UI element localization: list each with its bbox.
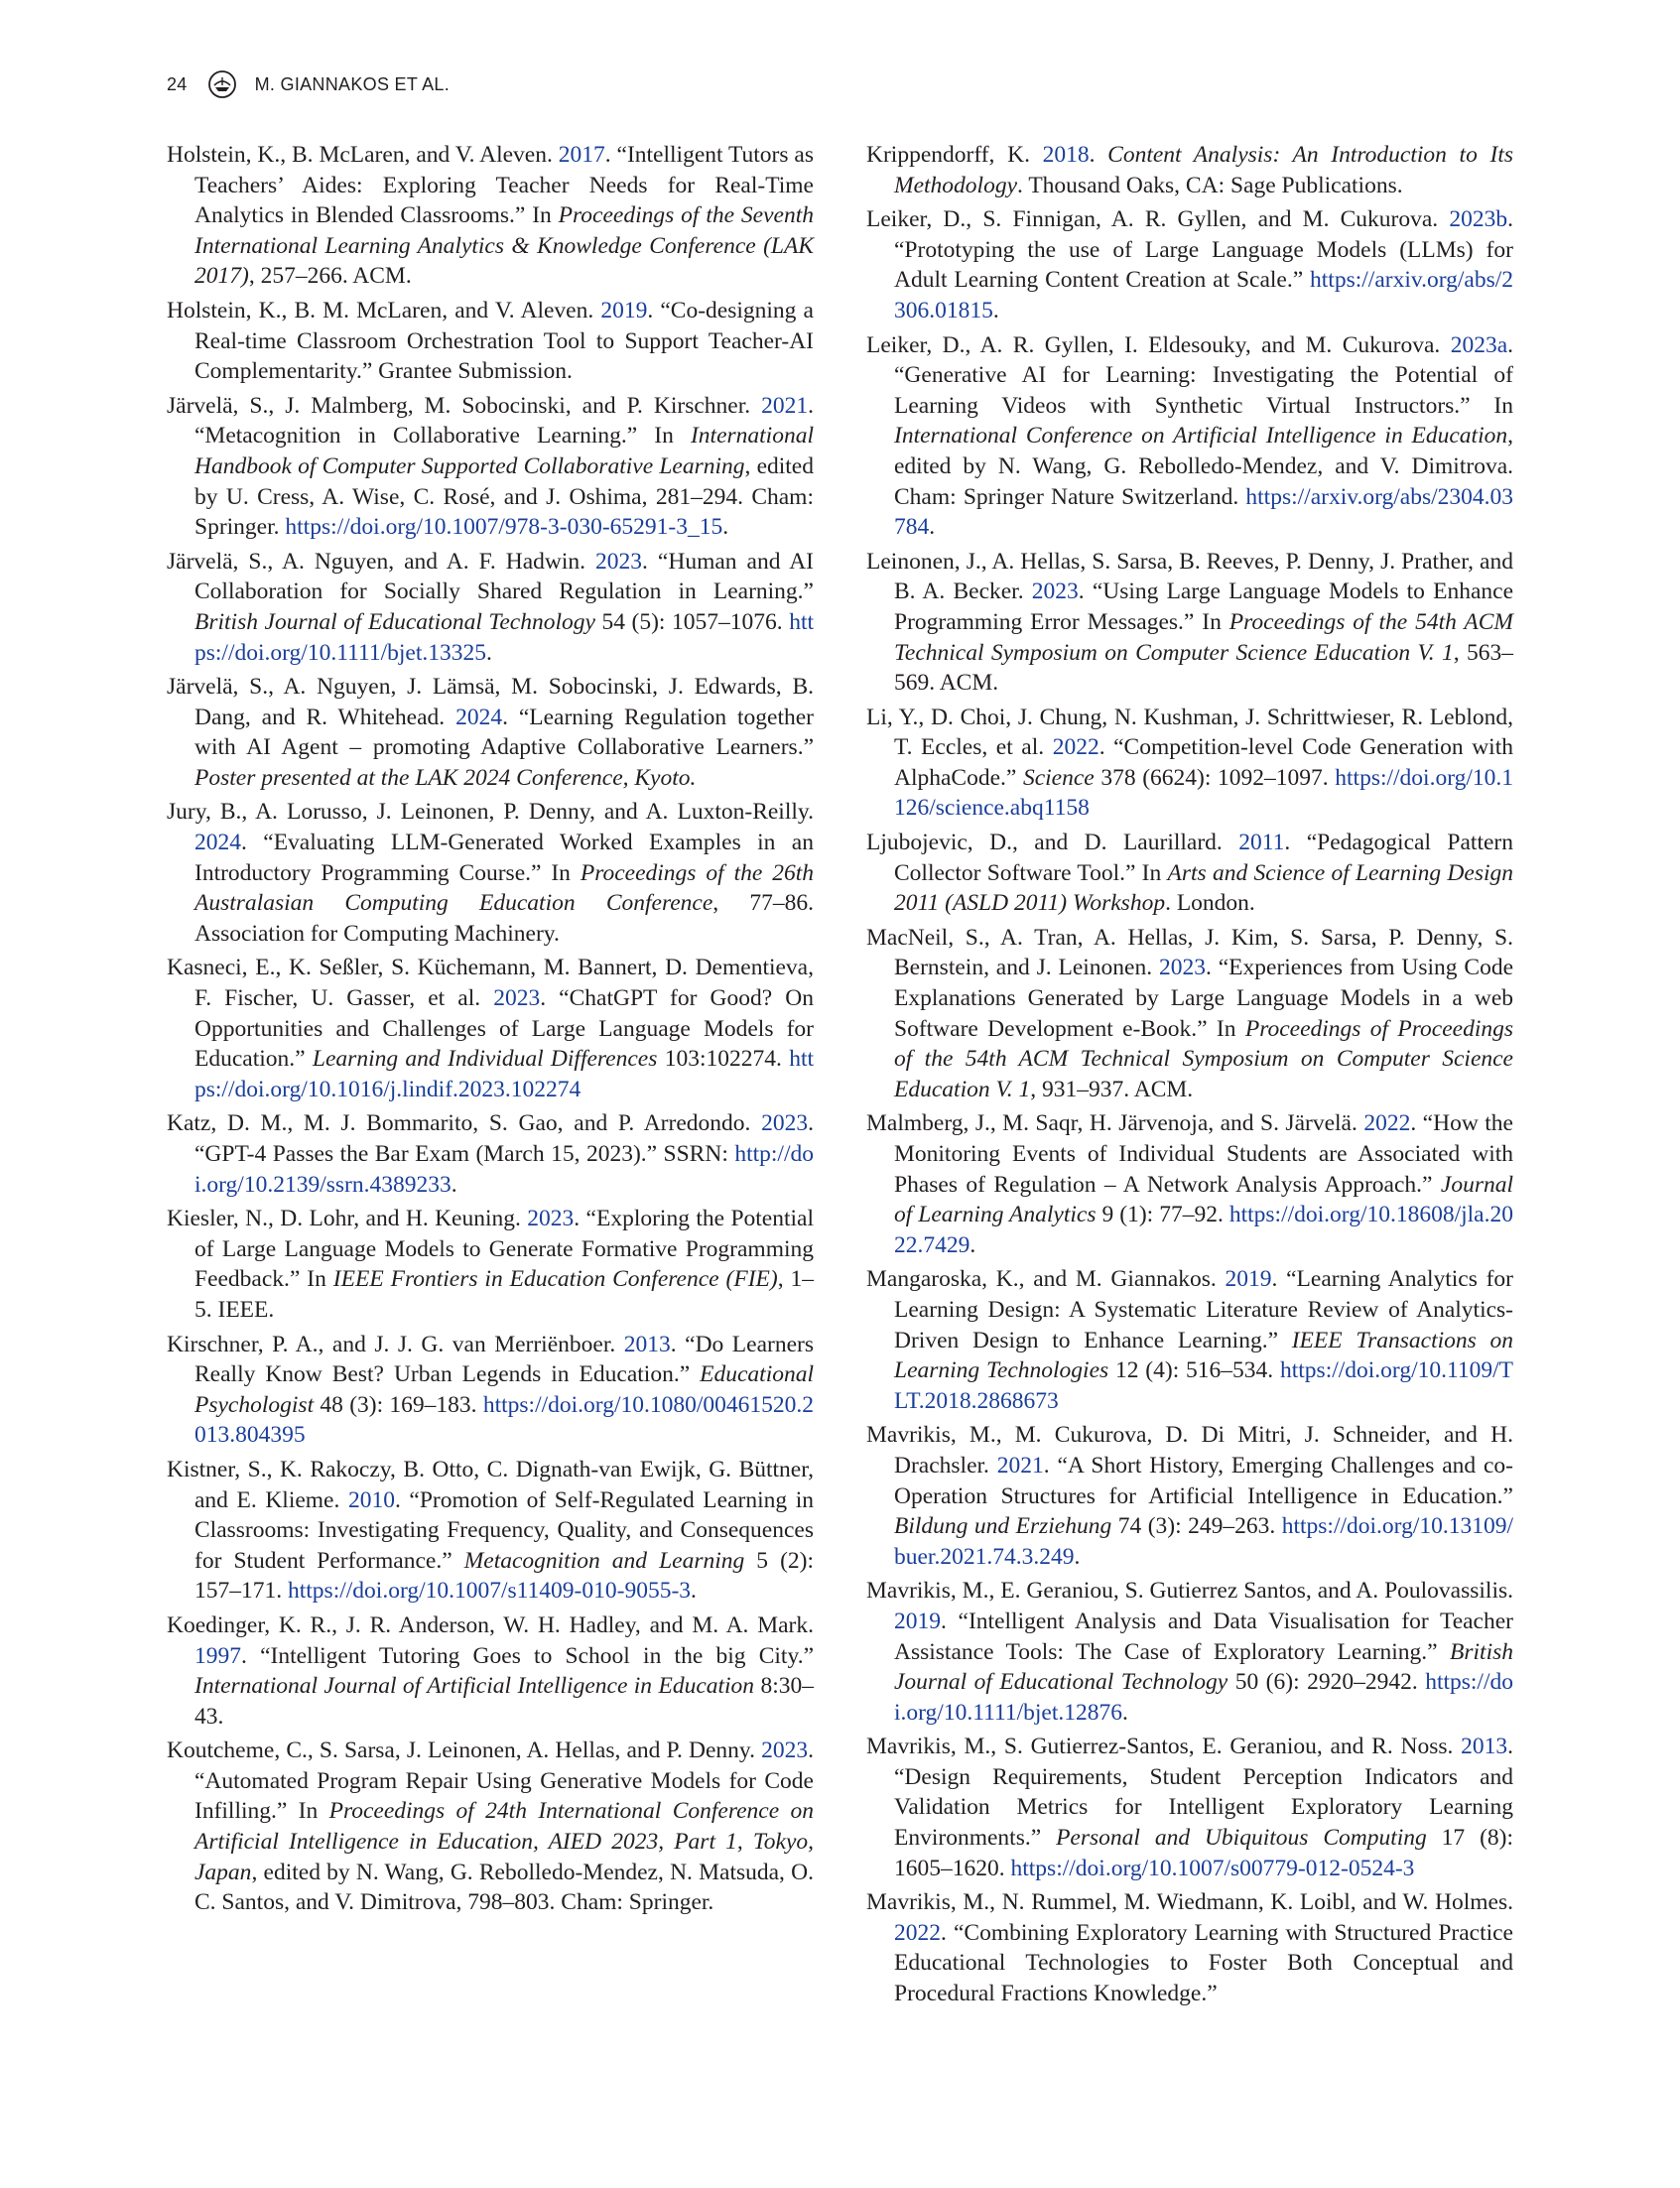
reference-entry bbox=[167, 797, 814, 949]
reference-tail: . bbox=[1122, 1699, 1128, 1726]
reference-year-link[interactable]: 2023 bbox=[761, 1738, 809, 1764]
reference-title: . bbox=[1089, 142, 1108, 168]
reference-details: 8:30–43. bbox=[194, 1673, 814, 1730]
reference-source: Metacognition and Learning bbox=[463, 1547, 745, 1574]
reference-source: International Journal of Artificial Intelligence in Education bbox=[194, 1673, 755, 1700]
reference-title: . “Experiences from Using Code Explanations Generated by Large Language Models in a web Software Development e-Book.” In bbox=[894, 955, 1514, 1042]
reference-authors: Li, Y., D. Choi, J. Chung, N. Kushman, J. Schrittwieser, R. Leblond, T. Eccles, et al. bbox=[866, 704, 1513, 761]
reference-authors: Leinonen, J., A. Hellas, S. Sarsa, B. Reeves, P. Denny, J. Prather, and B. A. Becker. bbox=[866, 548, 1513, 605]
reference-entry bbox=[167, 1204, 814, 1325]
reference-title: . “Metacognition in Collaborative Learning.” In bbox=[194, 392, 814, 450]
reference-title: . “Generative AI for Learning: Investigating the Potential of Learning Videos with Synthetic Virtual Instructors.” In bbox=[894, 331, 1513, 419]
reference-entry bbox=[167, 1108, 814, 1200]
reference-title: . “A Short History, Emerging Challenges and co-Operation Structures for Artificial Intelligence in Education.” bbox=[894, 1452, 1513, 1509]
reference-year-link[interactable]: 2024 bbox=[455, 704, 503, 730]
page-number: 24 bbox=[167, 73, 188, 94]
reference-authors: Ljubojevic, D., and D. Laurillard. bbox=[866, 830, 1239, 856]
reference-source: Bildung und Erziehung bbox=[894, 1513, 1112, 1540]
reference-authors: Jury, B., A. Lorusso, J. Leinonen, P. Denny, and A. Luxton-Reilly. bbox=[167, 799, 814, 826]
reference-year-link[interactable]: 2023a bbox=[1450, 331, 1508, 358]
reference-year-link[interactable]: 2013 bbox=[1461, 1734, 1508, 1760]
reference-details: , 563–569. ACM. bbox=[894, 639, 1514, 697]
reference-year-link[interactable]: 2023 bbox=[761, 1110, 809, 1137]
reference-authors: Malmberg, J., M. Saqr, H. Järvenoja, and S. Järvelä. bbox=[866, 1110, 1364, 1137]
reference-details: . London. bbox=[1165, 890, 1255, 917]
reference-doi-link[interactable]: https://doi.org/10.18608/jla.2022.7429 bbox=[894, 1202, 1513, 1258]
reference-details: 17 (8): 1605–1620. bbox=[894, 1825, 1514, 1881]
reference-entry bbox=[866, 330, 1513, 543]
reference-authors: Kiesler, N., D. Lohr, and H. Keuning. bbox=[167, 1206, 528, 1232]
reference-year-link[interactable]: 2017 bbox=[558, 142, 605, 168]
reference-year-link[interactable]: 2013 bbox=[623, 1331, 671, 1357]
reference-year-link[interactable]: 2019 bbox=[600, 297, 648, 323]
reference-entry bbox=[167, 953, 814, 1104]
reference-authors: Kistner, S., K. Rakoczy, B. Otto, C. Dignath-van Ewijk, G. Büttner, and E. Klieme. bbox=[167, 1456, 814, 1513]
reference-title: . “Design Requirements, Student Perception Indicators and Validation Metrics for Intelligent Exploratory Learning Environments.” bbox=[894, 1734, 1513, 1852]
reference-source: British Journal of Educational Technology bbox=[194, 608, 595, 635]
reference-source: International Handbook of Computer Supported Collaborative Learning bbox=[194, 423, 814, 479]
reference-source: Personal and Ubiquitous Computing bbox=[1056, 1825, 1427, 1852]
reference-title: . “Co-designing a Real-time Classroom Orchestration Tool to Support Teacher-AI Complementarity.” Grantee Submission. bbox=[194, 297, 814, 385]
reference-entry bbox=[167, 1736, 814, 1918]
reference-tail: . bbox=[485, 639, 492, 666]
reference-title: . “Prototyping the use of Large Language Models (LLMs) for Adult Learning Content Creation at Scale.” bbox=[894, 206, 1513, 294]
reference-entry bbox=[866, 1732, 1513, 1883]
reference-details: 74 (3): 249–263. bbox=[1111, 1513, 1282, 1540]
reference-source: Proceedings of the 54th ACM Technical Symposium on Computer Science Education V. 1 bbox=[894, 608, 1513, 666]
reference-year-link[interactable]: 2024 bbox=[194, 830, 241, 856]
reference-title: . “Human and AI Collaboration for Socially Shared Regulation in Learning.” bbox=[194, 548, 814, 605]
reference-year-link[interactable]: 2023 bbox=[493, 985, 541, 1012]
reference-year-link[interactable]: 2021 bbox=[761, 392, 809, 419]
reference-authors: Katz, D. M., M. J. Bommarito, S. Gao, and P. Arredondo. bbox=[167, 1110, 762, 1137]
reference-source: British Journal of Educational Technology bbox=[894, 1638, 1513, 1696]
reference-authors: Koutcheme, C., S. Sarsa, J. Leinonen, A. Hellas, and P. Denny. bbox=[167, 1738, 762, 1764]
reference-authors: Holstein, K., B. McLaren, and V. Aleven. bbox=[167, 142, 559, 168]
reference-authors: Mavrikis, M., N. Rummel, M. Wiedmann, K. Loibl, and W. Holmes. bbox=[866, 1889, 1513, 1916]
reference-title: . “Automated Program Repair Using Generative Models for Code Infilling.” In bbox=[194, 1738, 814, 1825]
reference-title: . “Promotion of Self-Regulated Learning in Classrooms: Investigating Frequency, Quality, and Consequences for Student Performance.” bbox=[194, 1486, 814, 1574]
reference-details: 5 (2): 157–171. bbox=[194, 1547, 815, 1605]
reference-year-link[interactable]: 2010 bbox=[347, 1486, 395, 1513]
reference-year-link[interactable]: 2019 bbox=[1225, 1266, 1272, 1293]
reference-entry bbox=[866, 140, 1513, 200]
reference-year-link[interactable]: 2011 bbox=[1238, 830, 1285, 856]
reference-entry bbox=[167, 1330, 814, 1451]
reference-entry bbox=[167, 547, 814, 668]
reference-title: . “Intelligent Tutoring Goes to School in the big City.” bbox=[241, 1642, 814, 1669]
reference-year-link[interactable]: 2018 bbox=[1042, 142, 1090, 168]
reference-source: Proceedings of the 26th Australasian Computing Education Conference bbox=[194, 859, 814, 917]
reference-details: , edited by N. Wang, G. Rebolledo-Mendez, and V. Dimitrova. Cham: Springer Nature Switzerland. bbox=[894, 423, 1513, 510]
reference-authors: Kirschner, P. A., and J. J. G. van Merriënboer. bbox=[167, 1331, 624, 1357]
reference-authors: Järvelä, S., A. Nguyen, J. Lämsä, M. Sobocinski, J. Edwards, B. Dang, and R. Whitehead. bbox=[167, 674, 814, 730]
reference-authors: Järvelä, S., A. Nguyen, and A. F. Hadwin. bbox=[167, 548, 596, 575]
reference-entry bbox=[866, 1887, 1513, 2008]
reference-authors: Mavrikis, M., E. Geraniou, S. Gutierrez Santos, and A. Poulovassilis. bbox=[866, 1578, 1513, 1605]
reference-details: , edited by N. Wang, G. Rebolledo-Mendez, N. Matsuda, O. C. Santos, and V. Dimitrova, 798–803. Cham: Springer. bbox=[194, 1859, 814, 1916]
reference-title: . “Pedagogical Pattern Collector Software Tool.” In bbox=[894, 830, 1513, 886]
reference-year-link[interactable]: 2023 bbox=[595, 548, 643, 575]
reference-title: . “Exploring the Potential of Large Language Models to Generate Formative Programming Feedback.” In bbox=[194, 1206, 814, 1293]
reference-year-link[interactable]: 2023 bbox=[1031, 579, 1079, 605]
reference-source: Content Analysis: An Introduction to Its Methodology bbox=[894, 142, 1513, 198]
reference-source: Educational Psychologist bbox=[194, 1361, 814, 1418]
reference-title: . “Intelligent Tutors as Teachers’ Aides: Exploring Teacher Needs for Real-Time Analytics in Blended Classrooms.” In bbox=[194, 142, 814, 229]
reference-authors: Leiker, D., S. Finnigan, A. R. Gyllen, and M. Cukurova. bbox=[866, 206, 1450, 233]
reference-title: . “Using Large Language Models to Enhance Programming Error Messages.” In bbox=[894, 579, 1513, 635]
reference-title: . “Competition-level Code Generation with AlphaCode.” bbox=[894, 734, 1513, 791]
reference-authors: Koedinger, K. R., J. R. Anderson, W. H. Hadley, and M. A. Mark. bbox=[167, 1611, 814, 1638]
reference-column-left bbox=[167, 140, 814, 1922]
reference-authors: Krippendorff, K. bbox=[866, 142, 1043, 168]
reference-tail: . bbox=[969, 1231, 976, 1258]
reference-authors: Holstein, K., B. M. McLaren, and V. Aleven. bbox=[167, 297, 601, 323]
reference-year-link[interactable]: 2023 bbox=[1158, 955, 1206, 981]
reference-entry bbox=[866, 828, 1513, 919]
reference-authors: MacNeil, S., A. Tran, A. Hellas, J. Kim, S. Sarsa, P. Denny, S. Bernstein, and J. Leinonen. bbox=[866, 924, 1513, 981]
reference-doi-link[interactable]: https://doi.org/10.1016/j.lindif.2023.102274 bbox=[194, 1046, 814, 1102]
reference-entry bbox=[866, 547, 1513, 699]
running-head-authors: M. GIANNAKOS ET AL. bbox=[254, 73, 451, 94]
reference-year-link[interactable]: 2019 bbox=[894, 1608, 941, 1634]
reference-source: Learning and Individual Differences bbox=[312, 1046, 658, 1073]
reference-details: , 257–266. ACM. bbox=[248, 263, 412, 290]
reference-doi-link[interactable]: http://doi.org/10.2139/ssrn.4389233 bbox=[194, 1141, 814, 1198]
reference-tail: . bbox=[992, 297, 999, 323]
reference-tail: . bbox=[1074, 1543, 1081, 1570]
reference-title: . “ChatGPT for Good? On Opportunities and Challenges of Large Language Models for Education.” bbox=[194, 985, 814, 1073]
reference-tail: . bbox=[451, 1171, 457, 1198]
reference-source: Science bbox=[1022, 764, 1095, 791]
reference-entry bbox=[866, 204, 1513, 325]
reference-year-link[interactable]: 2021 bbox=[996, 1452, 1044, 1479]
reference-title: . “Combining Exploratory Learning with Structured Practice Educational Technologies to Foster Both Conceptual and Procedural Fractions Knowledge.” bbox=[894, 1919, 1513, 2007]
reference-authors: Kasneci, E., K. Seßler, S. Küchemann, M. Bannert, D. Dementieva, F. Fischer, U. Gasser, et al. bbox=[167, 955, 814, 1012]
reference-details: 12 (4): 516–534. bbox=[1108, 1357, 1280, 1384]
reference-doi-link[interactable]: https://doi.org/10.1080/00461520.2013.804395 bbox=[194, 1391, 814, 1449]
reference-doi-link[interactable]: https://arxiv.org/abs/2306.01815 bbox=[894, 267, 1513, 323]
reference-column-right bbox=[866, 140, 1513, 2013]
reference-title: . “Learning Analytics for Learning Design: A Systematic Literature Review of Analytics-Driven Design to Enhance Learning.” bbox=[894, 1266, 1513, 1353]
reference-authors: Järvelä, S., J. Malmberg, M. Sobocinski, and P. Kirschner. bbox=[167, 392, 762, 419]
reference-title: . “How the Monitoring Events of Individual Students are Associated with Phases of Regulation – A Network Analysis Approach.” bbox=[894, 1110, 1513, 1198]
reference-year-link[interactable]: 2023b bbox=[1449, 206, 1508, 233]
reference-details: , edited by U. Cress, A. Wise, C. Rosé, and J. Oshima, 281–294. Cham: Springer. bbox=[194, 452, 814, 541]
reference-source: Proceedings of 24th International Conference on Artificial Intelligence in Education, AIED 2023, Part 1, Tokyo, Japan bbox=[194, 1798, 814, 1885]
reference-details: 48 (3): 169–183. bbox=[314, 1391, 483, 1418]
reference-doi-link[interactable]: https://doi.org/10.1111/bjet.13325 bbox=[194, 608, 814, 666]
reference-entry bbox=[866, 703, 1513, 824]
reference-title: . “Evaluating LLM-Generated Worked Examples in an Introductory Programming Course.” In bbox=[194, 830, 814, 886]
reference-details: 103:102274. bbox=[657, 1046, 790, 1073]
reference-details: 378 (6624): 1092–1097. bbox=[1094, 764, 1336, 791]
reference-title: . “GPT-4 Passes the Bar Exam (March 15, 2023).” SSRN: bbox=[194, 1110, 814, 1167]
reference-doi-link[interactable]: https://doi.org/10.1007/s00779-012-0524-3 bbox=[1010, 1855, 1415, 1881]
reference-details: . Thousand Oaks, CA: Sage Publications. bbox=[1017, 172, 1403, 198]
reference-year-link[interactable]: 2022 bbox=[1052, 734, 1099, 761]
reference-entry bbox=[866, 1576, 1513, 1728]
reference-entry bbox=[167, 296, 814, 387]
reference-authors: Mavrikis, M., M. Cukurova, D. Di Mitri, J. Schneider, and H. Drachsler. bbox=[866, 1422, 1513, 1479]
publisher-logo-icon bbox=[207, 69, 237, 99]
reference-year-link[interactable]: 2022 bbox=[894, 1919, 941, 1946]
reference-source: Proceedings of the Seventh International Learning Analytics & Knowledge Conference (LAK 2017) bbox=[194, 202, 814, 290]
reference-source: Journal of Learning Analytics bbox=[894, 1171, 1513, 1228]
reference-details: 50 (6): 2920–2942. bbox=[1228, 1669, 1426, 1696]
reference-details: , 1–5. IEEE. bbox=[194, 1266, 814, 1323]
reference-year-link[interactable]: 2022 bbox=[1363, 1110, 1411, 1137]
reference-doi-link[interactable]: https://doi.org/10.1126/science.abq1158 bbox=[894, 764, 1514, 822]
reference-tail: . bbox=[929, 514, 936, 541]
reference-source: IEEE Frontiers in Education Conference (FIE) bbox=[332, 1266, 778, 1293]
reference-details: , 931–937. ACM. bbox=[1030, 1076, 1194, 1102]
reference-source: Proceedings of Proceedings of the 54th ACM Technical Symposium on Computer Science Education V. 1 bbox=[894, 1015, 1514, 1102]
reference-title: . “Learning Regulation together with AI Agent – promoting Adaptive Collaborative Learners.” bbox=[194, 704, 814, 761]
reference-entry bbox=[167, 391, 814, 543]
reference-details: 54 (5): 1057–1076. bbox=[594, 608, 790, 635]
reference-entry bbox=[866, 1264, 1513, 1416]
reference-doi-link[interactable]: https://arxiv.org/abs/2304.03784 bbox=[894, 483, 1513, 541]
reference-entry bbox=[866, 923, 1513, 1105]
reference-source: IEEE Transactions on Learning Technologies bbox=[894, 1327, 1513, 1384]
reference-entry bbox=[167, 1455, 814, 1607]
reference-entry bbox=[167, 140, 814, 292]
reference-authors: Leiker, D., A. R. Gyllen, I. Eldesouky, and M. Cukurova. bbox=[866, 331, 1451, 358]
reference-source: Arts and Science of Learning Design 2011 (ASLD 2011) Workshop bbox=[894, 859, 1513, 917]
reference-authors: Mavrikis, M., S. Gutierrez-Santos, E. Geraniou, and R. Noss. bbox=[866, 1734, 1462, 1760]
reference-details: 9 (1): 77–92. bbox=[1096, 1202, 1229, 1228]
reference-doi-link[interactable]: https://doi.org/10.1111/bjet.12876 bbox=[894, 1669, 1513, 1726]
reference-authors: Mangaroska, K., and M. Giannakos. bbox=[866, 1266, 1226, 1293]
reference-doi-link[interactable]: https://doi.org/10.1109/TLT.2018.2868673 bbox=[894, 1357, 1513, 1414]
reference-entry bbox=[167, 672, 814, 793]
reference-doi-link[interactable]: https://doi.org/10.1007/s11409-010-9055-3 bbox=[288, 1578, 692, 1605]
reference-entry bbox=[167, 1610, 814, 1732]
reference-source: International Conference on Artificial Intelligence in Education bbox=[894, 423, 1508, 450]
reference-entry bbox=[866, 1108, 1513, 1260]
reference-title: . “Intelligent Analysis and Data Visualisation for Teacher Assistance Tools: The Case of Exploratory Learning.” bbox=[894, 1608, 1513, 1665]
reference-doi-link[interactable]: https://doi.org/10.1007/978-3-030-65291-3_15 bbox=[285, 514, 723, 541]
reference-source: Poster presented at the LAK 2024 Conference, Kyoto. bbox=[194, 764, 697, 791]
reference-details: , 77–86. Association for Computing Machinery. bbox=[194, 890, 814, 947]
reference-tail: . bbox=[691, 1578, 697, 1605]
running-header bbox=[167, 69, 450, 99]
reference-year-link[interactable]: 1997 bbox=[194, 1642, 241, 1669]
reference-year-link[interactable]: 2023 bbox=[527, 1206, 575, 1232]
reference-title: . “Do Learners Really Know Best? Urban Legends in Education.” bbox=[194, 1331, 814, 1388]
reference-doi-link[interactable]: https://doi.org/10.13109/buer.2021.74.3.249 bbox=[894, 1513, 1513, 1570]
reference-entry bbox=[866, 1420, 1513, 1572]
reference-tail: . bbox=[722, 514, 729, 541]
